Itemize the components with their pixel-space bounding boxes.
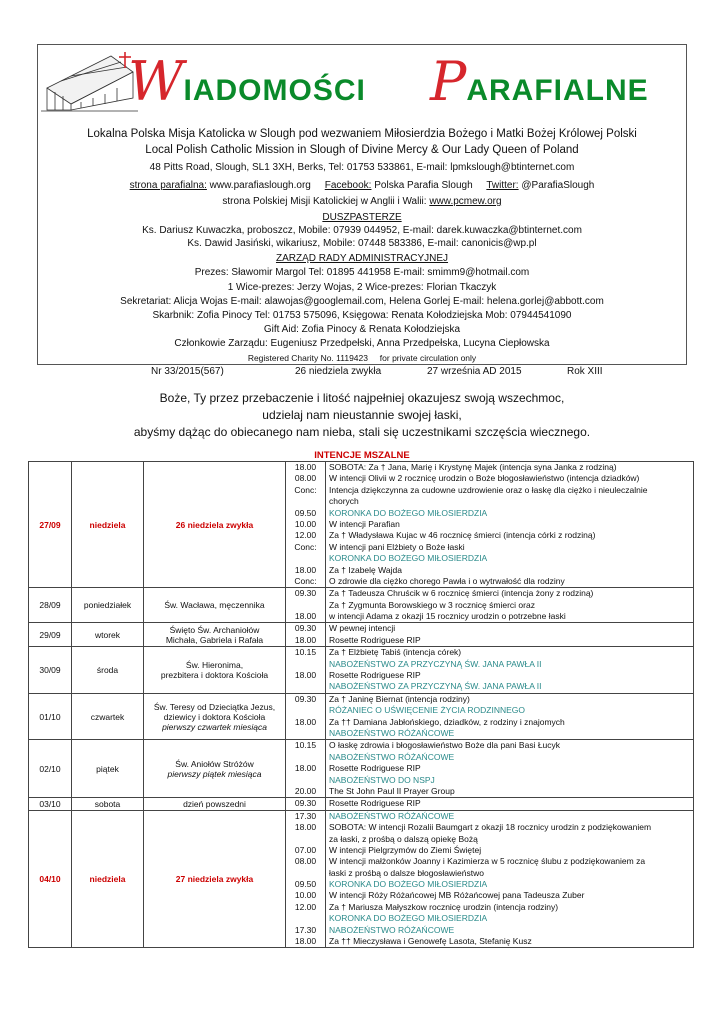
- intention-date: 28/09: [29, 588, 72, 623]
- intention-text: w intencji Adama z okazji 15 rocznicy urodzin o potrzebne łaski: [329, 611, 566, 622]
- intention-occasion: [144, 462, 286, 588]
- intention-text: Rosette Rodriguese RIP: [329, 634, 421, 645]
- table-row: [29, 623, 694, 647]
- mass-time: [286, 913, 325, 924]
- intention-text: za łaski, z prośbą o dalszą opiekę Bożą: [329, 833, 478, 844]
- occasion-line: pierwszy czwartek miesiąca: [162, 721, 267, 732]
- occasion-line: prezbitera i doktora Kościoła: [160, 670, 269, 681]
- board-secretary: Sekretariat: Alicja Wojas E-mail: alawojas@googlemail.com, Helena Gorlej E-mail: helena.gorlej@abbott.com: [120, 296, 604, 307]
- intention-weekday: wtorek: [72, 623, 144, 647]
- intention-times: [286, 740, 326, 798]
- masthead-initial-w: W: [128, 50, 184, 113]
- occasion-line: 26 niedziela zwykła: [175, 519, 254, 530]
- intention-text: W intencji Parafian: [329, 518, 400, 529]
- intention-text: KORONKA DO BOŻEGO MIŁOSIERDZIA: [329, 913, 488, 924]
- masthead-word-2: ARAFIALNE: [466, 74, 649, 107]
- mass-time: 17.30: [294, 924, 317, 935]
- intention-occasion: [144, 588, 286, 623]
- issue-date: 27 września AD 2015: [427, 366, 522, 377]
- mass-time: 12.00: [294, 901, 317, 912]
- intention-occasion: [144, 740, 286, 798]
- intention-weekday: niedziela: [72, 462, 144, 588]
- twitter-link[interactable]: @ParafiaSlough: [518, 180, 595, 191]
- intention-text: O zdrowie dla ciężko chorego Pawła i o wytrwałość dla rodziny: [329, 575, 565, 586]
- intention-text: SOBOTA: W intencji Rozalii Baumgart z okazji 18 rocznicy urodzin z podziękowaniem: [329, 822, 652, 833]
- occasion-line: Św. Teresy od Dzieciątka Jezus,: [153, 701, 276, 712]
- mission-name-pl: Lokalna Polska Misja Katolicka w Slough pod wezwaniem Miłosierdzia Bożego i Matki Bożej Królowej Polski: [87, 128, 637, 140]
- pastor-2: Ks. Dawid Jasiński, wikariusz, Mobile: 07448 583386, E-mail: canonicis@wp.pl: [187, 238, 537, 249]
- intention-text: NABOŻEŃSTWO ZA PRZYCZYNĄ ŚW. JANA PAWŁA II: [329, 658, 542, 669]
- mass-time: [286, 834, 325, 845]
- intention-occasion: [144, 810, 286, 948]
- intention-text: RÓŻANIEC O UŚWIĘCENIE ŻYCIA RODZINNEGO: [329, 705, 525, 716]
- intention-weekday: poniedziałek: [72, 588, 144, 623]
- intention-text: NABOŻEŃSTWO RÓŻAŃCOWE: [329, 810, 455, 821]
- mass-time: 09.30: [294, 588, 317, 599]
- board-president: Prezes: Sławomir Margol Tel: 01895 441958 E-mail: smimm9@hotmail.com: [194, 267, 530, 278]
- intention-text: Za † Tadeusza Chruścik w 6 rocznicę śmierci (intencja żony z rodziną): [329, 588, 594, 599]
- intention-text: Intencja dziękczynna za cudowne uzdrowienie oraz o łaskę dla ciężko i nieuleczalnie: [329, 484, 648, 495]
- intention-text: Rosette Rodriguese RIP: [329, 670, 421, 681]
- intention-date: 01/10: [29, 693, 72, 740]
- board-gift-aid: Gift Aid: Zofia Pinocy & Renata Kołodziejska: [263, 324, 461, 335]
- mass-time: 10.00: [294, 890, 317, 901]
- table-row: [29, 810, 694, 948]
- masthead-title: [128, 47, 688, 117]
- intention-text: Za †† Damiana Jabłońskiego, dziadków, z rodziny i znajomych: [329, 716, 565, 727]
- intention-text: KORONKA DO BOŻEGO MIŁOSIERDZIA: [329, 879, 488, 890]
- mass-intentions-table: [28, 461, 694, 948]
- mass-time: 09.50: [294, 879, 317, 890]
- mass-time: [286, 681, 325, 692]
- intention-text: chorych: [329, 496, 359, 507]
- intention-date: 29/09: [29, 623, 72, 647]
- intention-text: Rosette Rodriguese RIP: [329, 798, 421, 809]
- occasion-line: Św. Wacława, męczennika: [164, 600, 265, 611]
- occasion-line: dzień powszedni: [183, 799, 246, 810]
- mass-time: Conc:: [294, 575, 317, 586]
- mass-time: 18.00: [294, 763, 317, 774]
- intention-text: W pewnej intencji: [329, 623, 396, 634]
- intention-times: [286, 798, 326, 810]
- mass-time: 18.00: [294, 611, 317, 622]
- mass-time: 10.00: [294, 518, 317, 529]
- mission-site-label: strona Polskiej Misji Katolickiej w Anglii i Walii:: [222, 196, 430, 207]
- mission-site-line: [38, 196, 686, 207]
- intention-text: Za † Izabelę Wajda: [329, 564, 402, 575]
- mission-site-link[interactable]: www.pcmew.org: [429, 196, 502, 207]
- issue-year: Rok XIII: [567, 366, 603, 377]
- mass-time: [286, 496, 325, 507]
- mass-time: Conc:: [294, 541, 317, 552]
- intention-occasion: [144, 623, 286, 647]
- table-row: [29, 693, 694, 740]
- table-row: [29, 588, 694, 623]
- occasion-line: Św. Hieronima,: [185, 660, 244, 671]
- prayer-line-3: abyśmy dążąc do obiecanego nam nieba, stali się uczestnikami szczęścia wiecznego.: [133, 425, 591, 439]
- intention-text: Za † Władysława Kujac w 46 rocznicę śmierci (intencja córki z rodziną): [329, 530, 596, 541]
- intention-date: 27/09: [29, 462, 72, 588]
- intention-text: O łaskę zdrowia i błogosławieństwo Boże dla pani Basi Łucyk: [329, 740, 561, 751]
- intention-texts: [326, 798, 694, 810]
- occasion-line: Święto Św. Archaniołów: [169, 624, 260, 635]
- intention-text: W intencji Róży Różańcowej MB Różańcowej pana Tadeusza Zuber: [329, 890, 585, 901]
- intention-text: NABOŻEŃSTWO RÓŻAŃCOWE: [329, 727, 455, 738]
- intention-texts: [326, 623, 694, 647]
- intention-texts: [326, 647, 694, 694]
- mass-time: 10.15: [294, 647, 317, 658]
- mass-time: 08.00: [294, 856, 317, 867]
- mass-time: [286, 600, 325, 611]
- intention-date: 02/10: [29, 740, 72, 798]
- mass-time: 18.00: [294, 822, 317, 833]
- mass-time: 18.00: [294, 564, 317, 575]
- intention-text: NABOŻEŃSTWO RÓŻAŃCOWE: [329, 751, 455, 762]
- table-row: [29, 462, 694, 588]
- intention-text: NABOŻEŃSTWO DO NSPJ: [329, 774, 435, 785]
- intention-times: [286, 693, 326, 740]
- mass-time: [286, 553, 325, 564]
- mass-time: 10.15: [294, 740, 317, 751]
- mass-time: [286, 775, 325, 786]
- intention-times: [286, 647, 326, 694]
- intention-weekday: piątek: [72, 740, 144, 798]
- charity-line: Registered Charity No. 1119423 for private circulation only: [247, 353, 477, 363]
- intention-text: Rosette Rodriguese RIP: [329, 763, 421, 774]
- intention-times: [286, 588, 326, 623]
- intention-occasion: [144, 693, 286, 740]
- board-vice: 1 Wice-prezes: Jerzy Wojas, 2 Wice-prezes: Florian Tkaczyk: [227, 282, 497, 293]
- address-line: 48 Pitts Road, Slough, SL1 3XH, Berks, Tel: 01753 533861, E-mail: lpmkslough@btinternet.com: [149, 162, 575, 173]
- intention-texts: [326, 462, 694, 588]
- intention-text: Za † Mariusza Małyszkow rocznicę urodzin (intencja rodziny): [329, 901, 559, 912]
- mass-time: 09.30: [294, 798, 317, 809]
- mass-time: 20.00: [294, 785, 317, 796]
- intention-text: W intencji Olivii w 2 rocznicę urodzin o Boże błogosławieństwo (intencja dziadków): [329, 473, 640, 484]
- mission-name-en: Local Polish Catholic Mission in Slough of Divine Mercy & Our Lady Queen of Poland: [145, 144, 579, 156]
- intention-times: [286, 810, 326, 948]
- intention-text: NABOŻEŃSTWO ZA PRZYCZYNĄ ŚW. JANA PAWŁA II: [329, 681, 542, 692]
- mass-time: 09.30: [294, 623, 317, 634]
- intention-text: łaski z prośbą o dalsze błogosławieństwo: [329, 867, 484, 878]
- intention-text: W intencji pani Elżbiety o Boże łaski: [329, 541, 465, 552]
- intention-weekday: niedziela: [72, 810, 144, 948]
- church-logo-icon: [41, 48, 138, 114]
- intention-times: [286, 462, 326, 588]
- table-row: [29, 647, 694, 694]
- intention-text: SOBOTA: Za † Jana, Marię i Krystynę Majek (intencja syna Janka z rodziną): [329, 462, 617, 472]
- intention-occasion: [144, 798, 286, 810]
- issue-number: Nr 33/2015(567): [151, 366, 224, 377]
- board-title: ZARZĄD RADY ADMINISTRACYJNEJ: [275, 253, 449, 264]
- pastors-title: DUSZPASTERZE: [322, 212, 402, 223]
- intention-occasion: [144, 647, 286, 694]
- intention-text: W intencji małżonków Joanny i Kazimierza w 5 rocznicę ślubu z podziękowaniem za: [329, 856, 646, 867]
- section-title: INTENCJE MSZALNE: [314, 450, 410, 461]
- intention-text: KORONKA DO BOŻEGO MIŁOSIERDZIA: [329, 553, 488, 564]
- occasion-line: dziewicy i doktora Kościoła: [163, 711, 266, 722]
- facebook-link[interactable]: Polska Parafia Slough: [371, 180, 473, 191]
- occasion-line: pierwszy piątek miesiąca: [167, 768, 262, 779]
- mass-time: 18.00: [294, 936, 317, 947]
- intention-text: Za † Elżbietę Tabiś (intencja córek): [329, 647, 462, 658]
- mass-time: Conc:: [294, 484, 317, 495]
- mass-time: 12.00: [294, 530, 317, 541]
- mass-time: [286, 728, 325, 739]
- occasion-line: Św. Aniołów Stróżów: [175, 758, 254, 769]
- intention-text: KORONKA DO BOŻEGO MIŁOSIERDZIA: [329, 507, 488, 518]
- mass-time: 18.00: [294, 462, 317, 472]
- mass-time: [286, 752, 325, 763]
- masthead-initial-p: P: [430, 50, 467, 113]
- issue-sunday: 26 niedziela zwykła: [295, 366, 382, 377]
- web-label: strona parafialna:: [129, 180, 207, 191]
- prayer-line-1: Boże, Ty przez przebaczenie i litość najpełniej okazujesz swoją wszechmoc,: [159, 391, 565, 405]
- table-row: [29, 798, 694, 810]
- mass-time: 18.00: [294, 634, 317, 645]
- masthead-word-1: IADOMOŚCI: [183, 74, 366, 107]
- mass-time: [286, 705, 325, 716]
- intention-texts: [326, 740, 694, 798]
- mass-time: 17.30: [294, 810, 317, 821]
- mass-time: 18.00: [294, 670, 317, 681]
- mass-time: [286, 868, 325, 879]
- intention-times: [286, 623, 326, 647]
- intention-weekday: czwartek: [72, 693, 144, 740]
- mass-time: 09.50: [294, 507, 317, 518]
- intention-text: Za † Janinę Biernat (intencja rodziny): [329, 693, 470, 704]
- web-links-line: [38, 180, 686, 191]
- table-row: [29, 740, 694, 798]
- intention-texts: [326, 810, 694, 948]
- board-members: Członkowie Zarządu: Eugeniusz Przedpełski, Anna Przedpełska, Lucyna Ciepłowska: [174, 338, 550, 349]
- issue-info-bar: [38, 366, 686, 380]
- intention-text: W intencji Pielgrzymów do Ziemi Świętej: [329, 844, 482, 855]
- occasion-line: Michała, Gabriela i Rafała: [165, 634, 264, 645]
- board-treasurer: Skarbnik: Zofia Pinocy Tel: 01753 575096, Księgowa: Renata Kołodziejska Mob: 07944541090: [152, 310, 572, 321]
- intention-text: Za † Zygmunta Borowskiego w 3 rocznicę śmierci oraz: [329, 599, 535, 610]
- intention-date: 04/10: [29, 810, 72, 948]
- intention-text: Za †† Mieczysława i Genowefę Lasota, Stefanię Kusz: [329, 936, 532, 947]
- facebook-label: Facebook:: [324, 180, 372, 191]
- mass-time: 09.30: [294, 693, 317, 704]
- intention-text: NABOŻEŃSTWO RÓŻAŃCOWE: [329, 924, 455, 935]
- intention-texts: [326, 693, 694, 740]
- web-link[interactable]: www.parafiaslough.org: [206, 180, 311, 191]
- mass-time: 08.00: [294, 473, 317, 484]
- intention-texts: [326, 588, 694, 623]
- intention-text: The St John Paul II Prayer Group: [329, 785, 455, 796]
- prayer-line-2: udzielaj nam nieustannie swojej łaski,: [262, 408, 462, 422]
- mass-time: 07.00: [294, 844, 317, 855]
- intention-weekday: sobota: [72, 798, 144, 810]
- intention-date: 03/10: [29, 798, 72, 810]
- pastor-1: Ks. Dariusz Kuwaczka, proboszcz, Mobile: 07939 044952, E-mail: darek.kuwaczka@btinternet.com: [142, 225, 582, 236]
- occasion-line: 27 niedziela zwykła: [175, 874, 254, 885]
- mass-time: 18.00: [294, 716, 317, 727]
- intention-date: 30/09: [29, 647, 72, 694]
- twitter-label: Twitter:: [486, 180, 519, 191]
- mass-time: [286, 659, 325, 670]
- intention-weekday: środa: [72, 647, 144, 694]
- header-box: [37, 44, 687, 365]
